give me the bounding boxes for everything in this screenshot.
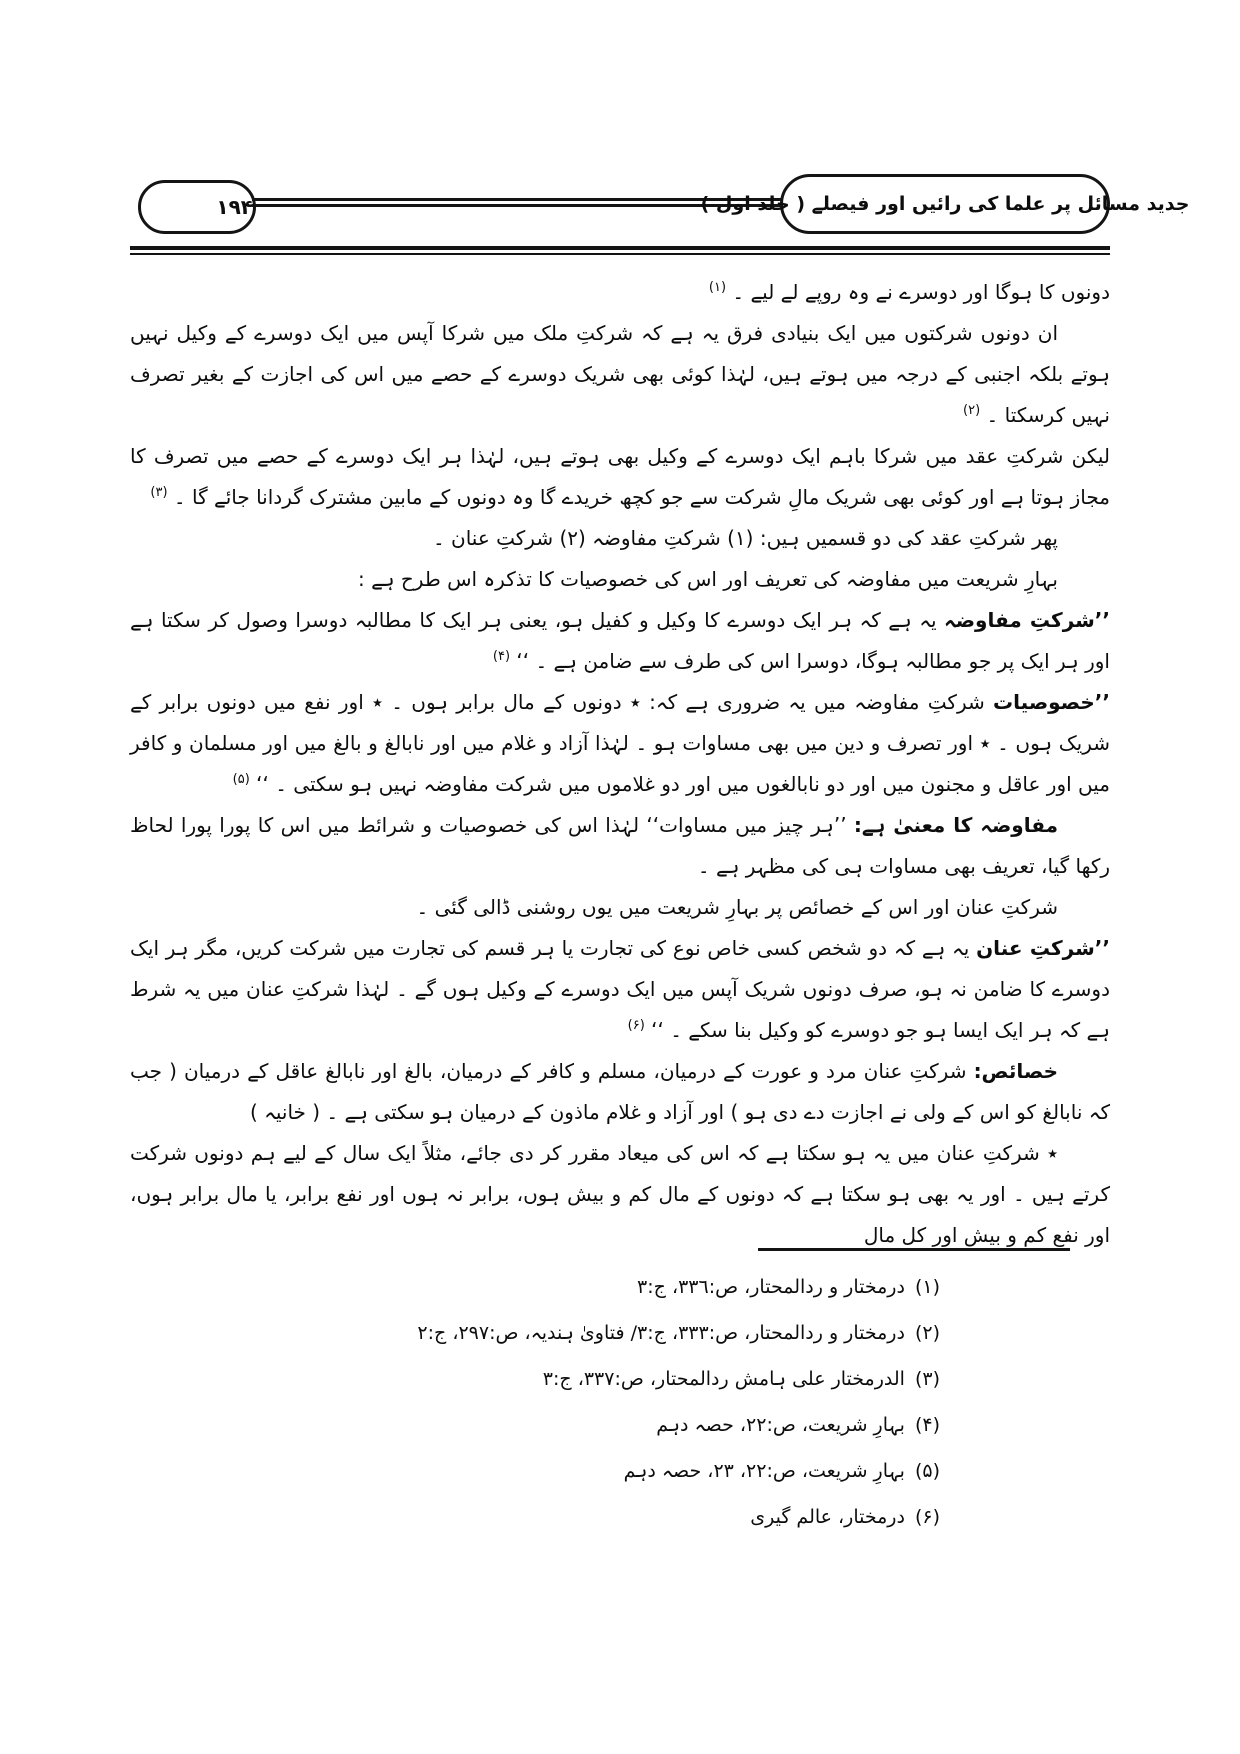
body-paragraph	[130, 1133, 1110, 1256]
footnote-number: (۴)	[914, 1414, 940, 1436]
footnote-item	[417, 1264, 940, 1310]
paragraph-text: شرکتِ مفاوضہ میں یہ ضروری ہے کہ: ٭ دونوں کے مال برابر ہوں ۔ ٭ اور نفع میں دونوں برابر کے شریک ہوں ۔ ٭ اور تصرف و دین میں بھی مساوات ہو ۔ لہٰذا آزاد و غلام میں اور نابالغ و بالغ میں اور مسلمان و کافر میں اور عاقل و مجنون میں اور دو نابالغوں میں اور دو غلاموں میں شرکت مفاوضہ نہیں ہو سکتی ۔ ‘‘	[130, 690, 1110, 796]
paragraph-text: ’’ہر چیز میں مساوات‘‘ لہٰذا اس کی خصوصیات و شرائط میں اس کا پورا پورا لحاظ رکھا گیا، تعریف بھی مساوات ہی کی مظہر ہے ۔	[130, 813, 1110, 878]
footnote-ref: (۵)	[232, 772, 250, 787]
footnote-item	[417, 1494, 940, 1540]
body-text	[130, 272, 1110, 1256]
page-number: ۱۹۴	[216, 195, 253, 219]
book-title-cartouche	[700, 174, 1190, 234]
footnote-number: (۵)	[914, 1460, 940, 1482]
paragraph-text: شرکتِ عنان مرد و عورت کے درمیان، مسلم و کافر کے درمیان، بالغ اور نابالغ عاقل کے درمیان ( جب کہ نابالغ کو اس کے ولی نے اجازت دے دی ہو ) اور آزاد و غلام ماذون کے درمیان ہو سکتی ہے ۔ ( خانیہ )	[130, 1059, 1110, 1124]
footnote-text: بہارِ شریعت، ص:۲۲، ۲۳، حصہ دہم	[623, 1460, 905, 1482]
paragraph-text: لیکن شرکتِ عقد میں شرکا باہم ایک دوسرے کے وکیل بھی ہوتے ہیں، لہٰذا ہر ایک دوسرے کے حصے میں تصرف کا مجاز ہوتا ہے اور کوئی بھی شریک مالِ شرکت سے جو کچھ خریدے گا وہ دونوں کے مابین مشترک گردانا جائے گا ۔	[130, 444, 1110, 509]
paragraph-lead: ’’شرکتِ مفاوضہ	[944, 608, 1110, 632]
footnote-ref: (۳)	[150, 485, 168, 500]
paragraph-text: یہ ہے کہ دو شخص کسی خاص نوع کی تجارت یا ہر قسم کی تجارت میں شرکت کریں، مگر ہر ایک دوسرے کا ضامن نہ ہو، صرف دونوں شریک آپس میں ایک دوسرے کے وکیل ہوں گے ۔ لہٰذا شرکتِ عنان میں یہ شرط ہے کہ ہر ایک ایسا ہو جو دوسرے کو وکیل بنا سکے ۔ ‘‘	[130, 936, 1110, 1042]
footnote-ref: (۱)	[708, 280, 727, 295]
paragraph-lead: مفاوضہ کا معنیٰ ہے:	[853, 813, 1058, 837]
paragraph-text: شرکتِ عنان اور اس کے خصائص پر بہارِ شریعت میں یوں روشنی ڈالی گئی ۔	[416, 895, 1058, 919]
footnote-separator-rule	[758, 1248, 1070, 1251]
footnote-number: (۲)	[914, 1322, 940, 1344]
paragraph-text: دونوں کا ہوگا اور دوسرے نے وہ روپے لے لیے ۔	[726, 280, 1110, 304]
body-paragraph	[130, 436, 1110, 518]
footnote-ref: (۲)	[963, 403, 981, 418]
paragraph-text: بہارِ شریعت میں مفاوضہ کی تعریف اور اس کی خصوصیات کا تذکرہ اس طرح ہے :	[358, 567, 1058, 591]
footnote-number: (۶)	[914, 1506, 940, 1528]
paragraph-text: یہ ہے کہ ہر ایک دوسرے کا وکیل و کفیل ہو، یعنی ہر ایک کا مطالبہ دوسرا وصول کر سکتا ہے اور ہر ایک پر جو مطالبہ ہوگا، دوسرا اس کی طرف سے ضامن ہے ۔ ‘‘	[130, 608, 1110, 673]
footnote-ref: (۴)	[492, 649, 511, 664]
paragraph-text: ٭ شرکتِ عنان میں یہ ہو سکتا ہے کہ اس کی میعاد مقرر کر دی جائے، مثلاً ایک سال کے لیے ہم دونوں شرکت کرتے ہیں ۔ اور یہ بھی ہو سکتا ہے کہ دونوں کے مال کم و بیش ہوں، برابر نہ ہوں اور نفع برابر، یا مال برابر ہوں، اور نفع کم و بیش اور کل مال	[130, 1141, 1110, 1247]
footnote-text: بہارِ شریعت، ص:۲۲، حصہ دہم	[656, 1414, 905, 1436]
footnote-text: درمختار و ردالمحتار، ص:۳۳۳، ج:۳/ فتاویٰ ہندیہ، ص:۲۹۷، ج:۲	[417, 1322, 905, 1344]
body-paragraph	[130, 272, 1110, 313]
footnote-ref: (۶)	[627, 1018, 645, 1033]
body-paragraph	[130, 805, 1110, 887]
paragraph-lead: خصائص:	[973, 1059, 1058, 1083]
footnote-text: درمختار و ردالمحتار، ص:۳۳٦، ج:۳	[637, 1276, 905, 1298]
book-title: جدید مسائل پر علما کی رائیں اور فیصلے ( جلد اول )	[700, 193, 1190, 215]
footnote-item	[417, 1448, 940, 1494]
paragraph-text: پھر شرکتِ عقد کی دو قسمیں ہیں: (۱) شرکتِ مفاوضہ (۲) شرکتِ عنان ۔	[432, 526, 1058, 550]
paragraph-text: ان دونوں شرکتوں میں ایک بنیادی فرق یہ ہے کہ شرکتِ ملک میں شرکا آپس میں ایک دوسرے کے وکیل نہیں ہوتے بلکہ اجنبی کے درجہ میں ہوتے ہیں، لہٰذا کوئی بھی شریک دوسرے کے حصے میں اس کی اجازت کے بغیر تصرف نہیں کرسکتا ۔	[130, 321, 1110, 427]
footnote-number: (۳)	[914, 1368, 940, 1390]
body-paragraph	[130, 887, 1110, 928]
footnote-item	[417, 1402, 940, 1448]
footnotes-block	[417, 1264, 940, 1540]
paragraph-lead: ’’شرکتِ عنان	[976, 936, 1110, 960]
footnote-text: درمختار، عالم گیری	[750, 1506, 905, 1528]
body-paragraph	[130, 600, 1110, 682]
body-paragraph	[130, 313, 1110, 436]
footnote-number: (۱)	[914, 1276, 940, 1298]
footnote-item	[417, 1356, 940, 1402]
footnote-text: الدرمختار علی ہامش ردالمحتار، ص:۳۳۷، ج:۳	[542, 1368, 905, 1390]
body-paragraph	[130, 518, 1110, 559]
page-header	[130, 172, 1190, 236]
header-double-rule	[130, 246, 1110, 255]
page-number-badge	[138, 180, 256, 234]
body-paragraph	[130, 559, 1110, 600]
body-paragraph	[130, 682, 1110, 805]
paragraph-lead: ’’خصوصیات	[993, 690, 1110, 714]
footnote-item	[417, 1310, 940, 1356]
body-paragraph	[130, 1051, 1110, 1133]
body-paragraph	[130, 928, 1110, 1051]
